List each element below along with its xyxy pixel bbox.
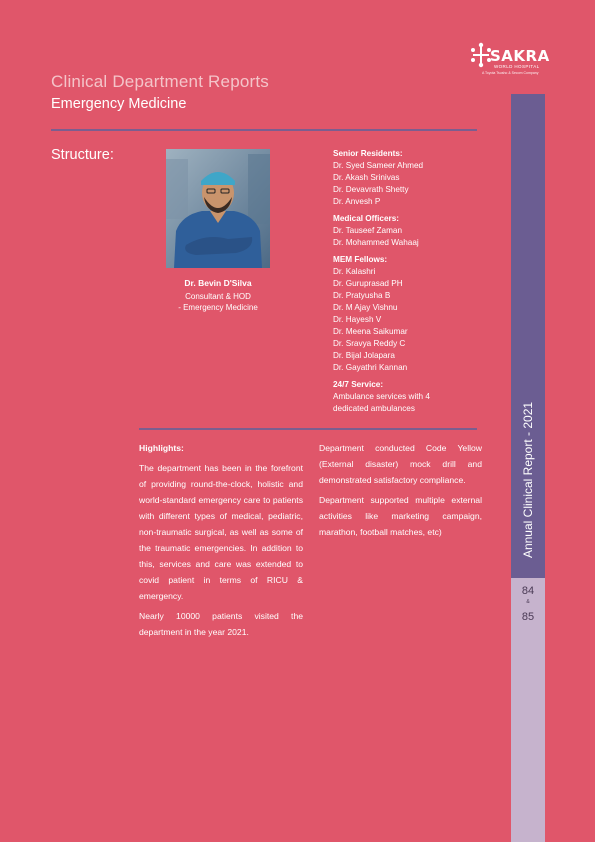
staff-member: Dr. Anvesh P [333,197,381,206]
staff-member: Dr. Hayesh V [333,315,382,324]
staff-member: Dr. Kalashri [333,267,376,276]
staff-member: Dr. M Ajay Vishnu [333,303,398,312]
highlights-paragraph: Nearly 10000 patients visited the department in the year 2021. [139,611,303,637]
staff-member: Dr. Syed Sameer Ahmed [333,161,424,170]
staff-member: Dr. Bijal Jolapara [333,351,395,360]
page-title: Clinical Department Reports [51,72,269,91]
staff-heading: Medical Officers: [333,214,399,223]
section-divider [139,428,477,430]
page-number-left: 84 [521,585,535,597]
logo-tagline: A Toyota Tsusho & Secom Company [482,71,539,75]
logo-name: SAKRA [490,47,550,65]
logo-subtitle: WORLD HOSPITAL [494,64,540,69]
staff-heading: Senior Residents: [333,149,403,158]
doctor-name: Dr. Bevin D'Silva [184,278,252,288]
highlights-paragraph: Department conducted Code Yellow (External disaster) mock drill and demonstrated satisfactory compliance. [319,443,482,485]
staff-heading: MEM Fellows: [333,255,388,264]
header-divider [51,129,477,131]
service-line: dedicated ambulances [333,404,415,413]
staff-member: Dr. Pratyusha B [333,291,391,300]
staff-member: Dr. Guruprasad PH [333,279,403,288]
star-logo-icon [470,42,492,68]
doctor-photo [166,149,270,268]
doctor-role: Consultant & HOD [185,292,251,301]
doctor-department: - Emergency Medicine [178,303,258,312]
staff-heading: 24/7 Service: [333,380,384,389]
hospital-logo [470,42,550,78]
staff-member: Dr. Akash Srinivas [333,173,400,182]
highlights-paragraph: The department has been in the forefront of providing round-the-clock, holistic and world-standard emergency care to patients with different types of medical, pediatric, non-traumatic surgical, as well as some of the traumatic emergencies. In addition to this, services and care was extended to covid patient in terms of RICU & emergency. [139,463,303,601]
report-label: Annual Clinical Report - 2021 [521,401,535,559]
page-ampersand: & [526,599,530,605]
service-line: Ambulance services with 4 [333,392,430,401]
highlights-right-column [319,440,482,544]
structure-label: Structure: [51,147,114,163]
staff-member: Dr. Gayathri Kannan [333,363,408,372]
highlights-left-column [139,440,303,644]
staff-member: Dr. Sravya Reddy C [333,339,406,348]
staff-member: Dr. Mohammed Wahaaj [333,238,419,247]
side-strip [511,94,545,842]
staff-member: Dr. Meena Saikumar [333,327,408,336]
staff-member: Dr. Tauseef Zaman [333,226,403,235]
department-name: Emergency Medicine [51,96,187,112]
page-number-right: 85 [521,611,535,623]
side-strip-dark [511,94,545,578]
staff-list [333,148,503,415]
staff-member: Dr. Devavrath Shetty [333,185,409,194]
highlights-paragraph: Department supported multiple external activities like marketing campaign, marathon, football matches, etc) [319,495,482,537]
highlights-heading: Highlights: [139,443,184,453]
